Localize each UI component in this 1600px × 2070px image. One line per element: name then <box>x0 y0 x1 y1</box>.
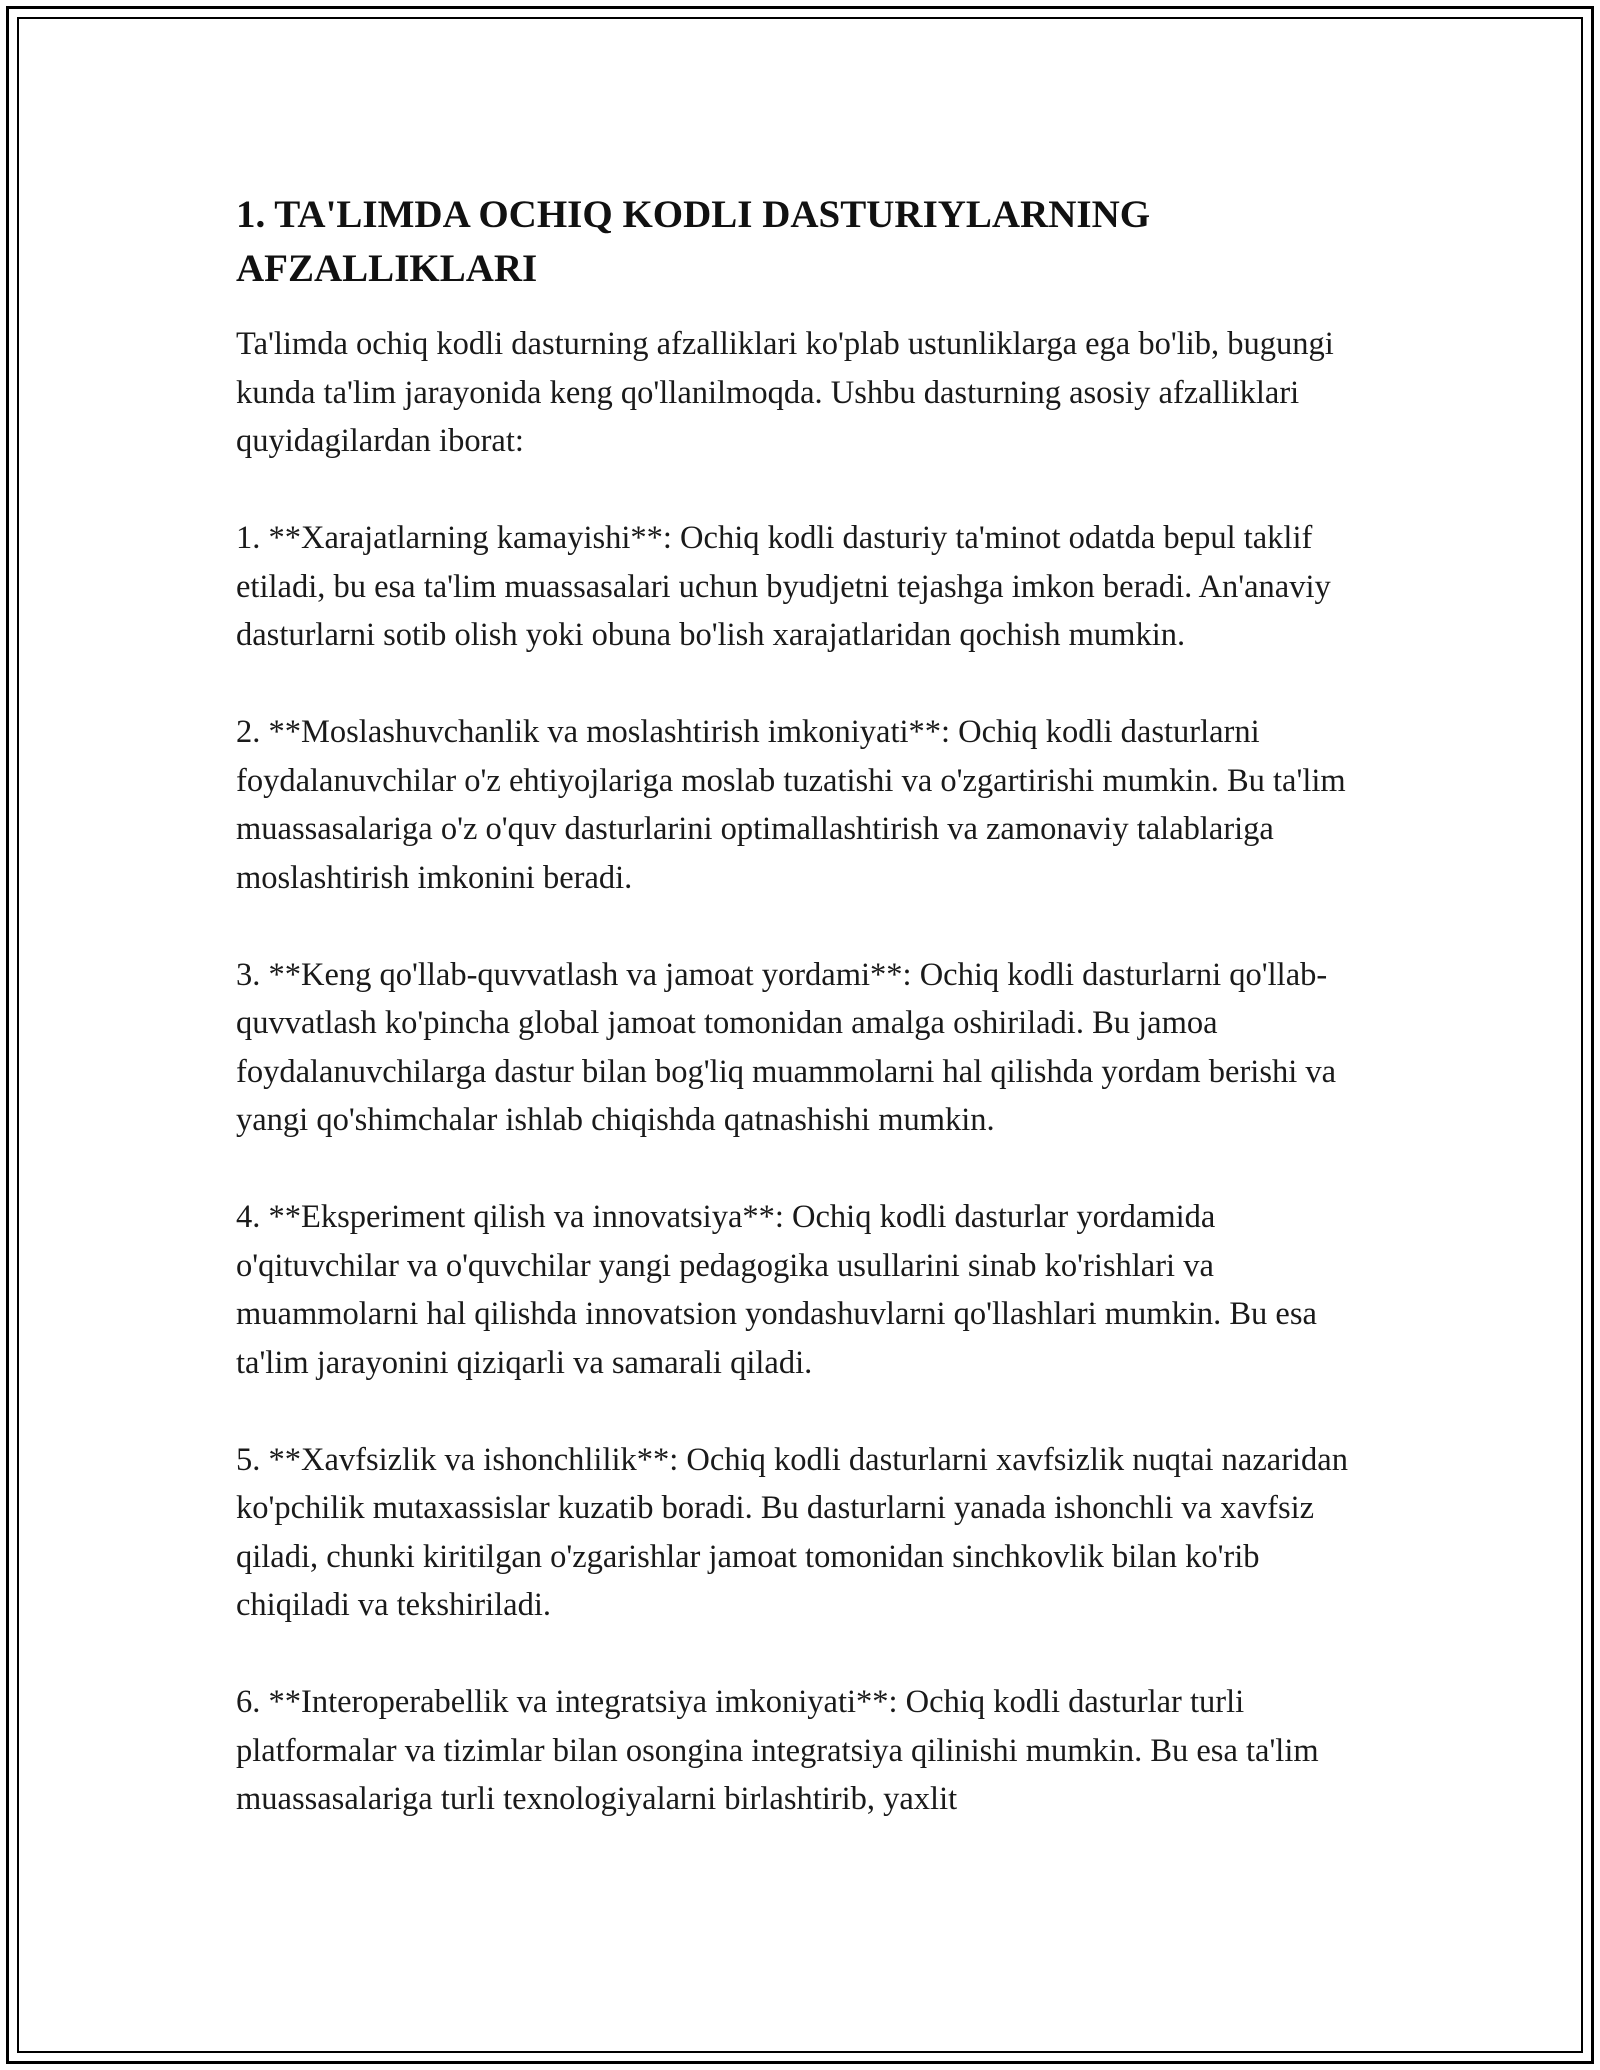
document-body <box>236 188 1376 1872</box>
list-item-security: 5. **Xavfsizlik va ishonchlilik**: Ochiq kodli dasturlarni xavfsizlik nuqtai nazaridan ko'pchilik mutaxassislar kuzatib boradi. Bu dasturlarni yanada ishonchli va xavfsiz qiladi, chunki kiritilgan o'zgarishlar jamoat tomonidan sinchkovlik bilan ko'rib chiqiladi va tekshiriladi. <box>236 1441 1348 1623</box>
list-item-cost-reduction: 1. **Xarajatlarning kamayishi**: Ochiq kodli dasturiy ta'minot odatda bepul taklif etiladi, bu esa ta'lim muassasalari uchun byudjetni tejashga imkon beradi. An'anaviy dasturlarni sotib olish yoki obuna bo'lish xarajatlaridan qochish mumkin. <box>236 520 1331 653</box>
list-item-interoperability: 6. **Interoperabellik va integratsiya imkoniyati**: Ochiq kodli dasturlar turli platformalar va tizimlar bilan osongina integratsiya qilinishi mumkin. Bu esa ta'lim muassasalariga turli texnologiyalarni birlashtirib, yaxlit <box>236 1684 1319 1817</box>
document-title: 1. TA'LIMDA OCHIQ KODLI DASTURIYLARNING AFZALLIKLARI <box>236 193 1151 290</box>
list-item-innovation: 4. **Eksperiment qilish va innovatsiya**: Ochiq kodli dasturlar yordamida o'qituvchilar va o'quvchilar yangi pedagogika usullarini sinab ko'rishlari va muammolarni hal qilishda innovatsion yondashuvlarni qo'llashlari mumkin. Bu esa ta'lim jarayonini qiziqarli va samarali qiladi. <box>236 1199 1317 1381</box>
list-item-community-support: 3. **Keng qo'llab-quvvatlash va jamoat yordami**: Ochiq kodli dasturlarni qo'llab-quvvatlash ko'pincha global jamoat tomonidan amalga oshiriladi. Bu jamoa foydalanuvchilarga dastur bilan bog'liq muammolarni hal qilishda yordam berishi va yangi qo'shimchalar ishlab chiqishda qatnashishi mumkin. <box>236 956 1337 1138</box>
intro-paragraph: Ta'limda ochiq kodli dasturning afzalliklari ko'plab ustunliklarga ega bo'lib, bugungi kunda ta'lim jarayonida keng qo'llanilmoqda. Ushbu dasturning asosiy afzalliklari quyidagilardan iborat: <box>236 326 1334 459</box>
list-item-flexibility: 2. **Moslashuvchanlik va moslashtirish imkoniyati**: Ochiq kodli dasturlarni foydalanuvchilar o'z ehtiyojlariga moslab tuzatishi va o'zgartirishi mumkin. Bu ta'lim muassasalariga o'z o'quv dasturlarini optimallashtirish va zamonaviy talablariga moslashtirish imkonini beradi. <box>236 714 1346 896</box>
